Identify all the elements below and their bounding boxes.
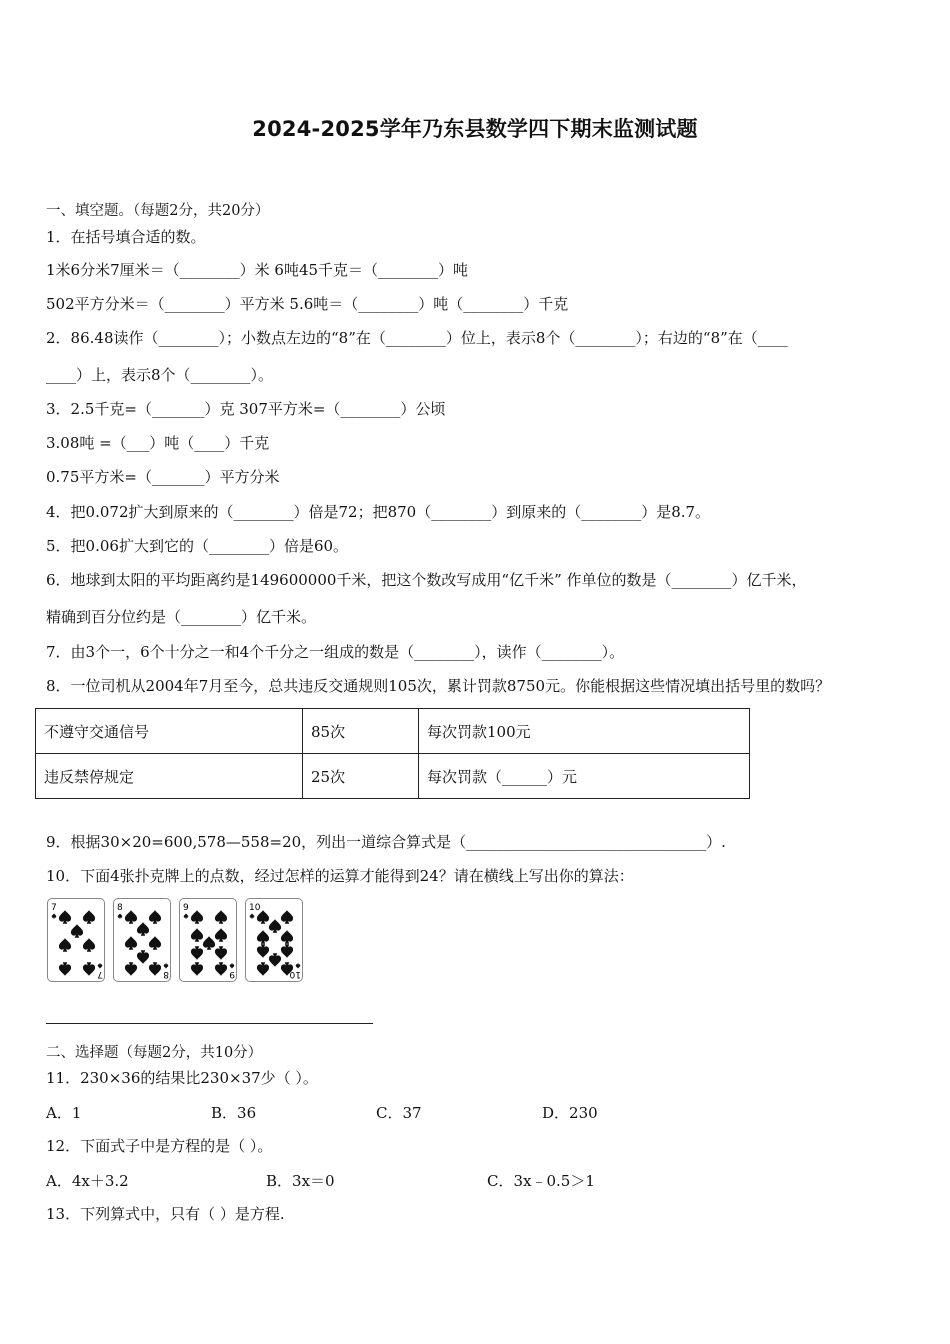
spade-icon (114, 899, 172, 983)
question-1-line-2: 502平方分米＝（________）平方米 5.6吨＝（________）吨（________）千克 (46, 295, 569, 313)
svg-text:7: 7 (51, 903, 57, 913)
section-heading: 二、选择题（每题2分，共10分） (46, 1045, 263, 1061)
question-3-line-1: 3．2.5千克=（_______）克 307平方米=（________）公顷 (46, 400, 446, 418)
question-1-line-1: 1米6分米7厘米＝（________）米 6吨45千克＝（________）吨 (46, 261, 469, 279)
question-12: 12．下面式子中是方程的是（ ）。 (46, 1137, 273, 1155)
svg-text:9: 9 (229, 969, 235, 979)
table-row (36, 754, 750, 799)
table-cell: 不遵守交通信号 (36, 709, 303, 754)
question-2-line-1: 2．86.48读作（________）；小数点左边的“8”在（________）位上，表示8个（________）；右边的“8”在（____ (46, 329, 788, 347)
playing-card-9 (179, 898, 237, 982)
question-5: 5．把0.06扩大到它的（________）倍是60。 (46, 537, 349, 555)
section-heading: 一、填空题。（每题2分，共20分） (46, 203, 270, 219)
option-b: B．3x＝0 (266, 1172, 335, 1190)
question-13: 13．下列算式中，只有（ ）是方程. (46, 1205, 285, 1223)
question-3-line-2: 3.08吨 =（___）吨（____）千克 (46, 434, 270, 452)
spade-icon (246, 899, 304, 983)
table-cell: 25次 (303, 754, 419, 799)
svg-text:10: 10 (289, 969, 301, 979)
svg-text:8: 8 (163, 969, 169, 979)
table-cell: 85次 (303, 709, 419, 754)
svg-text:10: 10 (249, 903, 261, 913)
svg-text:9: 9 (183, 903, 189, 913)
svg-text:8: 8 (117, 903, 123, 913)
option-c: C．3x﹣0.5＞1 (487, 1172, 595, 1190)
option-a: A．1 (46, 1104, 82, 1122)
playing-card-7 (47, 898, 105, 982)
table-cell: 违反禁停规定 (36, 754, 303, 799)
table-row (36, 709, 750, 754)
question-2-line-2: ____）上，表示8个（________）。 (46, 366, 274, 384)
spade-icon (48, 899, 106, 983)
question-6-line-2: 精确到百分位约是（________）亿千米。 (46, 608, 317, 626)
svg-text:7: 7 (97, 969, 103, 979)
question-10: 10．下面4张扑克牌上的点数，经过怎样的运算才能得到24？请在横线上写出你的算法： (46, 867, 634, 885)
spade-icon (180, 899, 238, 983)
option-c: C．37 (376, 1104, 422, 1122)
fine-table (35, 708, 750, 799)
question-7: 7．由3个一，6个十分之一和4个千分之一组成的数是（________），读作（________）。 (46, 643, 625, 661)
option-a: A．4x＋3.2 (46, 1172, 129, 1190)
playing-card-10 (245, 898, 303, 982)
option-d: D．230 (542, 1104, 598, 1122)
question-4: 4．把0.072扩大到原来的（________）倍是72；把870（________）到原来的（________）是8.7。 (46, 503, 711, 521)
playing-cards (47, 898, 303, 982)
answer-blank-line (46, 1023, 373, 1024)
question-6-line-1: 6．地球到太阳的平均距离约是149600000千米，把这个数改写成用“亿千米” 作单位的数是（________）亿千米， (46, 571, 807, 589)
question-1: 1．在括号填合适的数。 (46, 228, 206, 246)
question-3-line-3: 0.75平方米=（_______）平方分米 (46, 468, 280, 486)
playing-card-8 (113, 898, 171, 982)
option-b: B．36 (211, 1104, 257, 1122)
table-cell: 每次罚款100元 (419, 709, 750, 754)
table-cell: 每次罚款（______）元 (419, 754, 750, 799)
question-9: 9．根据30×20=600,578—558=20，列出一道综合算式是（________________________________）. (46, 833, 726, 851)
question-11: 11．230×36的结果比230×37少（ ）。 (46, 1069, 318, 1087)
page-title: 2024-2025学年乃东县数学四下期末监测试题 (252, 117, 698, 141)
question-8: 8．一位司机从2004年7月至今，总共违反交通规则105次，累计罚款8750元。你能根据这些情况填出括号里的数吗？ (46, 677, 831, 695)
